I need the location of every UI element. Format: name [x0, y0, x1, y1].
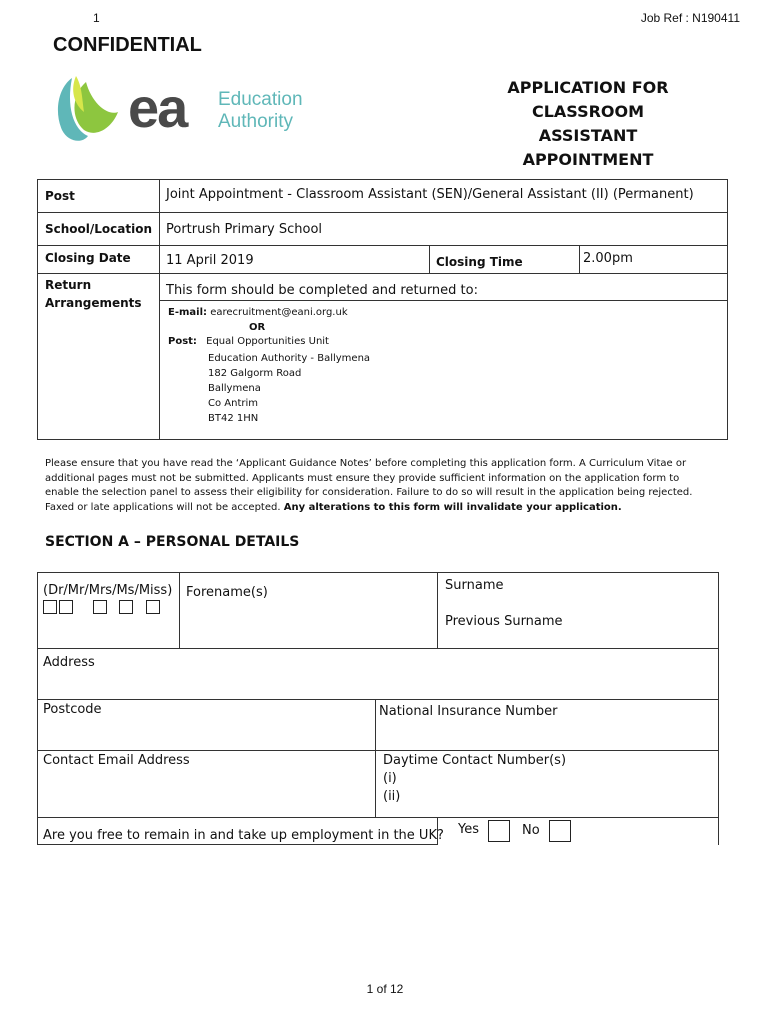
section-a-heading: SECTION A – PERSONAL DETAILS	[45, 534, 300, 550]
confidential-heading: CONFIDENTIAL	[53, 34, 202, 56]
address-line: Co Antrim	[208, 398, 259, 409]
address-line: 182 Galgorm Road	[208, 368, 302, 379]
logo-mark-icon	[52, 74, 132, 146]
post-address-line	[168, 336, 329, 347]
post-details-table	[37, 179, 728, 440]
yes-label: Yes	[458, 822, 479, 837]
surname-label: Surname	[445, 578, 504, 593]
phone-i-label: (i)	[383, 771, 397, 786]
address-line: BT42 1HN	[208, 413, 259, 424]
post-label: Post	[45, 189, 75, 203]
title-mr-checkbox[interactable]	[59, 600, 73, 614]
address-line: Education Authority - Ballymena	[208, 353, 371, 364]
address-line: Equal Opportunities Unit	[206, 336, 329, 347]
return-label: Return	[45, 278, 92, 292]
school-label: School/Location	[45, 222, 153, 236]
contact-email-label: Contact Email Address	[43, 753, 190, 768]
logo-text-education: Education	[218, 89, 303, 110]
closing-time-value: 2.00pm	[583, 251, 633, 266]
notice-text: Please ensure that you have read the ‘Applicant Guidance Notes’ before completing this application form. A Curriculum Vitae or additional pages must not be submitted. Applicants must ensure they provide sufficient information on the application form to enable the selection panel to assess their eligibility for consideration. Failure to do so will result in the application being rejected. Faxed or late applications will not be accepted.	[45, 458, 693, 513]
page-footer: 1 of 12	[366, 982, 404, 996]
title-line: APPLICATION FOR	[507, 78, 669, 97]
return-label-2: Arrangements	[45, 296, 142, 310]
yes-checkbox[interactable]	[488, 820, 510, 842]
closing-date-label: Closing Date	[45, 251, 131, 265]
or-text: OR	[249, 322, 266, 333]
uk-employment-question: Are you free to remain in and take up employment in the UK?	[43, 828, 444, 843]
title-miss-checkbox[interactable]	[146, 600, 160, 614]
title-line: APPOINTMENT	[522, 150, 654, 169]
phone-ii-label: (ii)	[383, 789, 401, 804]
form-title	[488, 76, 688, 172]
logo-text-authority: Authority	[218, 111, 293, 132]
personal-details-table	[37, 572, 719, 845]
daytime-phone-label: Daytime Contact Number(s)	[383, 753, 567, 768]
closing-date-value: 11 April 2019	[166, 253, 254, 268]
school-value: Portrush Primary School	[166, 222, 323, 237]
forename-label: Forename(s)	[186, 585, 268, 600]
logo-letters: ea	[128, 76, 187, 139]
previous-surname-label: Previous Surname	[445, 614, 563, 629]
email-value: earecruitment@eani.org.uk	[210, 307, 348, 318]
address-label: Address	[43, 655, 95, 670]
title-line: ASSISTANT	[538, 126, 638, 145]
postcode-label: Postcode	[43, 702, 102, 717]
closing-time-label: Closing Time	[436, 255, 523, 269]
title-options-label: (Dr/Mr/Mrs/Ms/Miss)	[43, 583, 173, 598]
return-intro: This form should be completed and returned to:	[166, 283, 478, 298]
post-address-label: Post:	[168, 336, 197, 347]
page-number-top: 1	[93, 11, 100, 25]
notice-warning: Any alterations to this form will invalidate your application.	[283, 501, 622, 513]
title-dr-checkbox[interactable]	[43, 600, 57, 614]
email-line	[168, 307, 348, 318]
job-reference: Job Ref : N190411	[640, 11, 740, 25]
address-line: Ballymena	[208, 383, 261, 394]
post-value: Joint Appointment - Classroom Assistant (SEN)/General Assistant (II) (Permanent)	[166, 187, 694, 202]
email-label: E-mail:	[168, 307, 208, 318]
guidance-notice	[45, 457, 715, 515]
title-line: CLASSROOM	[531, 102, 645, 121]
ni-number-label: National Insurance Number	[379, 704, 558, 719]
title-mrs-checkbox[interactable]	[93, 600, 107, 614]
title-ms-checkbox[interactable]	[119, 600, 133, 614]
no-label: No	[522, 823, 540, 838]
no-checkbox[interactable]	[549, 820, 571, 842]
